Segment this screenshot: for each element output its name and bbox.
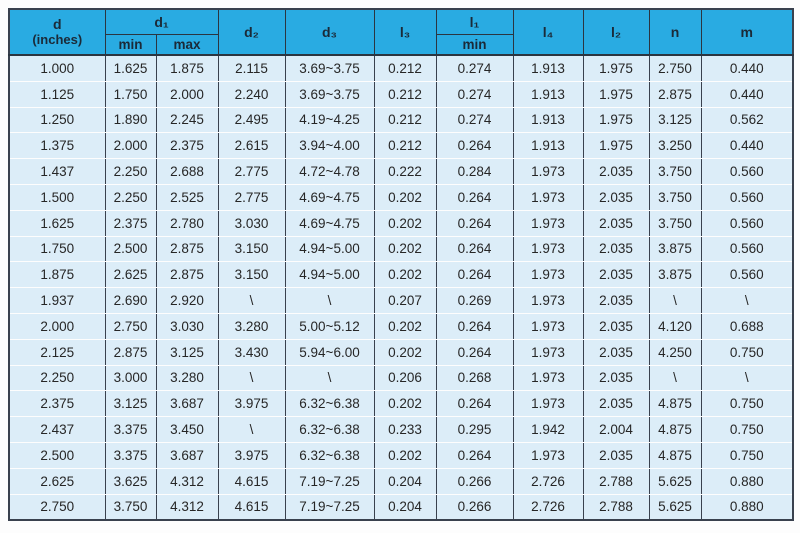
table-cell: 2.375 xyxy=(105,210,156,236)
table-row xyxy=(9,339,793,365)
table-cell: 0.268 xyxy=(436,365,513,391)
col-header-l1: l₁ xyxy=(436,9,513,35)
table-cell: 2.035 xyxy=(583,391,649,417)
table-cell: 4.69~4.75 xyxy=(285,210,374,236)
table-cell: 3.750 xyxy=(105,494,156,520)
table-cell: 0.207 xyxy=(374,288,436,314)
table-cell: 0.202 xyxy=(374,236,436,262)
table-cell: 0.202 xyxy=(374,339,436,365)
table-cell: \ xyxy=(701,365,793,391)
col-header-n: n xyxy=(649,9,701,55)
table-cell: 3.975 xyxy=(218,442,285,468)
col-header-l2: l₂ xyxy=(583,9,649,55)
table-cell: 1.437 xyxy=(9,159,105,185)
table-cell: 2.000 xyxy=(105,133,156,159)
table-cell: 2.250 xyxy=(105,184,156,210)
table-row xyxy=(9,107,793,133)
table-cell: 0.560 xyxy=(701,262,793,288)
table-row xyxy=(9,210,793,236)
table-cell: 2.688 xyxy=(156,159,218,185)
table-cell: 0.295 xyxy=(436,417,513,443)
table-cell: 4.312 xyxy=(156,468,218,494)
table-cell: 1.973 xyxy=(513,262,583,288)
table-cell: 2.775 xyxy=(218,184,285,210)
table-cell: 2.726 xyxy=(513,494,583,520)
table-cell: 3.687 xyxy=(156,442,218,468)
table-cell: \ xyxy=(218,288,285,314)
col-header-d1-min: min xyxy=(105,35,156,56)
table-cell: 4.94~5.00 xyxy=(285,262,374,288)
table-cell: 7.19~7.25 xyxy=(285,494,374,520)
table-row xyxy=(9,288,793,314)
table-cell: 2.035 xyxy=(583,339,649,365)
col-header-d-unit: (inches) xyxy=(32,31,83,47)
table-cell: 3.030 xyxy=(218,210,285,236)
table-cell: 3.030 xyxy=(156,313,218,339)
table-cell: 2.750 xyxy=(105,313,156,339)
table-cell: 0.202 xyxy=(374,184,436,210)
table-cell: 0.264 xyxy=(436,184,513,210)
table-cell: 4.19~4.25 xyxy=(285,107,374,133)
table-cell: 3.150 xyxy=(218,236,285,262)
table-cell: 5.94~6.00 xyxy=(285,339,374,365)
table-cell: 3.750 xyxy=(649,210,701,236)
table-row xyxy=(9,442,793,468)
table-cell: 0.202 xyxy=(374,210,436,236)
table-row xyxy=(9,81,793,107)
table-cell: 0.264 xyxy=(436,210,513,236)
dimension-table xyxy=(8,8,794,521)
table-cell: 1.973 xyxy=(513,339,583,365)
table-cell: 3.875 xyxy=(649,236,701,262)
col-header-d1: d₁ xyxy=(105,9,218,35)
table-cell: 2.000 xyxy=(9,313,105,339)
col-header-l1-min: min xyxy=(436,35,513,56)
table-cell: 2.690 xyxy=(105,288,156,314)
table-cell: 2.035 xyxy=(583,184,649,210)
header-row-1 xyxy=(9,9,793,35)
table-cell: 2.125 xyxy=(9,339,105,365)
table-cell: 0.206 xyxy=(374,365,436,391)
table-cell: 3.625 xyxy=(105,468,156,494)
table-row xyxy=(9,262,793,288)
table-cell: 2.625 xyxy=(105,262,156,288)
table-cell: 2.775 xyxy=(218,159,285,185)
col-header-d xyxy=(9,9,105,55)
table-cell: 0.266 xyxy=(436,494,513,520)
table-cell: 4.615 xyxy=(218,468,285,494)
table-cell: 0.750 xyxy=(701,391,793,417)
table-cell: 4.94~5.00 xyxy=(285,236,374,262)
table-cell: 2.000 xyxy=(156,81,218,107)
table-cell: 4.312 xyxy=(156,494,218,520)
table-cell: 3.125 xyxy=(156,339,218,365)
table-cell: 0.264 xyxy=(436,391,513,417)
table-cell: 4.69~4.75 xyxy=(285,184,374,210)
table-cell: 2.788 xyxy=(583,494,649,520)
table-cell: 3.250 xyxy=(649,133,701,159)
table-cell: 4.120 xyxy=(649,313,701,339)
table-cell: 4.250 xyxy=(649,339,701,365)
table-cell: 4.875 xyxy=(649,442,701,468)
table-cell: 3.875 xyxy=(649,262,701,288)
table-cell: 2.035 xyxy=(583,159,649,185)
table-cell: 0.202 xyxy=(374,391,436,417)
table-cell: 0.264 xyxy=(436,236,513,262)
table-cell: 0.222 xyxy=(374,159,436,185)
table-cell: 1.500 xyxy=(9,184,105,210)
table-cell: 2.035 xyxy=(583,313,649,339)
col-header-l3: l₃ xyxy=(374,9,436,55)
table-cell: 2.240 xyxy=(218,81,285,107)
col-header-d3: d₃ xyxy=(285,9,374,55)
table-cell: \ xyxy=(285,288,374,314)
table-cell: 0.264 xyxy=(436,313,513,339)
table-cell: 0.212 xyxy=(374,81,436,107)
table-cell: \ xyxy=(285,365,374,391)
col-header-d2: d₂ xyxy=(218,9,285,55)
table-cell: 2.035 xyxy=(583,442,649,468)
table-cell: 1.125 xyxy=(9,81,105,107)
table-cell: 3.280 xyxy=(218,313,285,339)
table-cell: 3.687 xyxy=(156,391,218,417)
table-cell: 1.250 xyxy=(9,107,105,133)
table-row xyxy=(9,417,793,443)
table-cell: 0.560 xyxy=(701,236,793,262)
table-cell: 2.004 xyxy=(583,417,649,443)
table-cell: 4.72~4.78 xyxy=(285,159,374,185)
table-cell: 7.19~7.25 xyxy=(285,468,374,494)
table-cell: 3.94~4.00 xyxy=(285,133,374,159)
table-cell: 0.688 xyxy=(701,313,793,339)
table-row xyxy=(9,55,793,81)
table-cell: 6.32~6.38 xyxy=(285,417,374,443)
table-cell: 2.035 xyxy=(583,236,649,262)
table-cell: 1.973 xyxy=(513,365,583,391)
table-cell: 2.525 xyxy=(156,184,218,210)
table-cell: 1.973 xyxy=(513,236,583,262)
table-cell: 1.973 xyxy=(513,288,583,314)
table-cell: 1.937 xyxy=(9,288,105,314)
table-cell: 4.875 xyxy=(649,391,701,417)
table-cell: 1.913 xyxy=(513,133,583,159)
table-cell: 0.264 xyxy=(436,339,513,365)
table-cell: 2.875 xyxy=(105,339,156,365)
table-cell: 0.202 xyxy=(374,262,436,288)
table-cell: 4.615 xyxy=(218,494,285,520)
table-cell: 0.750 xyxy=(701,417,793,443)
table-cell: 1.875 xyxy=(156,55,218,81)
table-cell: 1.625 xyxy=(105,55,156,81)
table-cell: 1.913 xyxy=(513,81,583,107)
table-row xyxy=(9,313,793,339)
table-row xyxy=(9,184,793,210)
table-cell: 0.560 xyxy=(701,210,793,236)
table-row xyxy=(9,468,793,494)
table-cell: 3.125 xyxy=(105,391,156,417)
table-cell: 3.69~3.75 xyxy=(285,55,374,81)
table-cell: 2.035 xyxy=(583,288,649,314)
table-cell: 1.913 xyxy=(513,107,583,133)
table-cell: 3.125 xyxy=(649,107,701,133)
table-cell: 3.150 xyxy=(218,262,285,288)
col-header-m: m xyxy=(701,9,793,55)
table-cell: 1.750 xyxy=(9,236,105,262)
table-cell: 2.875 xyxy=(649,81,701,107)
table-body xyxy=(9,55,793,520)
table-cell: 0.274 xyxy=(436,55,513,81)
table-cell: 3.750 xyxy=(649,159,701,185)
table-cell: 1.975 xyxy=(583,133,649,159)
table-cell: 0.264 xyxy=(436,262,513,288)
table-cell: 0.204 xyxy=(374,468,436,494)
table-cell: 2.437 xyxy=(9,417,105,443)
col-header-l4: l₄ xyxy=(513,9,583,55)
table-cell: 0.266 xyxy=(436,468,513,494)
table-cell: 1.000 xyxy=(9,55,105,81)
table-cell: 3.430 xyxy=(218,339,285,365)
table-cell: 1.890 xyxy=(105,107,156,133)
table-row xyxy=(9,391,793,417)
table-cell: 1.973 xyxy=(513,391,583,417)
table-cell: 2.750 xyxy=(649,55,701,81)
table-cell: 5.00~5.12 xyxy=(285,313,374,339)
table-cell: 2.250 xyxy=(105,159,156,185)
table-cell: 2.726 xyxy=(513,468,583,494)
table-cell: \ xyxy=(649,288,701,314)
table-cell: 2.495 xyxy=(218,107,285,133)
table-cell: 2.115 xyxy=(218,55,285,81)
table-cell: 1.973 xyxy=(513,210,583,236)
table-header xyxy=(9,9,793,55)
table-cell: \ xyxy=(218,365,285,391)
table-cell: \ xyxy=(218,417,285,443)
table-cell: 1.375 xyxy=(9,133,105,159)
table-cell: 1.973 xyxy=(513,184,583,210)
table-cell: 2.780 xyxy=(156,210,218,236)
table-cell: 0.274 xyxy=(436,107,513,133)
table-cell: 0.204 xyxy=(374,494,436,520)
table-cell: 1.913 xyxy=(513,55,583,81)
table-cell: 5.625 xyxy=(649,468,701,494)
table-cell: 6.32~6.38 xyxy=(285,442,374,468)
table-cell: 2.500 xyxy=(9,442,105,468)
table-cell: 2.035 xyxy=(583,365,649,391)
table-cell: 3.375 xyxy=(105,417,156,443)
table-cell: 0.212 xyxy=(374,55,436,81)
table-cell: 0.202 xyxy=(374,442,436,468)
table-cell: 1.973 xyxy=(513,442,583,468)
table-cell: 0.750 xyxy=(701,339,793,365)
table-cell: 1.942 xyxy=(513,417,583,443)
table-cell: 0.440 xyxy=(701,55,793,81)
table-cell: 0.880 xyxy=(701,494,793,520)
table-cell: 0.202 xyxy=(374,313,436,339)
table-row xyxy=(9,159,793,185)
table-cell: 2.788 xyxy=(583,468,649,494)
table-cell: 0.562 xyxy=(701,107,793,133)
table-cell: 2.920 xyxy=(156,288,218,314)
table-cell: 6.32~6.38 xyxy=(285,391,374,417)
table-cell: 0.269 xyxy=(436,288,513,314)
table-cell: 0.284 xyxy=(436,159,513,185)
table-cell: 1.975 xyxy=(583,81,649,107)
table-cell: \ xyxy=(701,288,793,314)
col-header-d-symbol: d xyxy=(52,16,62,33)
table-cell: 1.975 xyxy=(583,107,649,133)
table-cell: 0.212 xyxy=(374,133,436,159)
table-cell: 0.880 xyxy=(701,468,793,494)
col-header-d1-max: max xyxy=(156,35,218,56)
table-cell: 2.375 xyxy=(156,133,218,159)
table-cell: 3.975 xyxy=(218,391,285,417)
table-row xyxy=(9,365,793,391)
table-cell: 3.750 xyxy=(649,184,701,210)
table-cell: 1.975 xyxy=(583,55,649,81)
table-cell: 0.264 xyxy=(436,442,513,468)
table-cell: 2.250 xyxy=(9,365,105,391)
table-cell: 1.973 xyxy=(513,159,583,185)
table-cell: 0.750 xyxy=(701,442,793,468)
table-cell: \ xyxy=(649,365,701,391)
table-cell: 3.000 xyxy=(105,365,156,391)
table-cell: 2.245 xyxy=(156,107,218,133)
table-cell: 1.973 xyxy=(513,313,583,339)
table-cell: 2.375 xyxy=(9,391,105,417)
table-cell: 2.500 xyxy=(105,236,156,262)
table-cell: 2.875 xyxy=(156,262,218,288)
table-cell: 2.750 xyxy=(9,494,105,520)
table-row xyxy=(9,133,793,159)
table-cell: 2.625 xyxy=(9,468,105,494)
table-cell: 1.875 xyxy=(9,262,105,288)
table-cell: 1.750 xyxy=(105,81,156,107)
table-cell: 0.560 xyxy=(701,184,793,210)
table-cell: 3.450 xyxy=(156,417,218,443)
table-row xyxy=(9,494,793,520)
table-cell: 4.875 xyxy=(649,417,701,443)
table-cell: 3.280 xyxy=(156,365,218,391)
table-cell: 1.625 xyxy=(9,210,105,236)
table-cell: 2.035 xyxy=(583,210,649,236)
table-cell: 0.440 xyxy=(701,81,793,107)
table-cell: 0.233 xyxy=(374,417,436,443)
table-cell: 5.625 xyxy=(649,494,701,520)
table-cell: 2.875 xyxy=(156,236,218,262)
table-cell: 0.440 xyxy=(701,133,793,159)
table-cell: 0.264 xyxy=(436,133,513,159)
table-cell: 2.615 xyxy=(218,133,285,159)
table-cell: 2.035 xyxy=(583,262,649,288)
table-cell: 0.274 xyxy=(436,81,513,107)
table-cell: 0.212 xyxy=(374,107,436,133)
table-cell: 0.560 xyxy=(701,159,793,185)
table-cell: 3.69~3.75 xyxy=(285,81,374,107)
table-cell: 3.375 xyxy=(105,442,156,468)
table-row xyxy=(9,236,793,262)
